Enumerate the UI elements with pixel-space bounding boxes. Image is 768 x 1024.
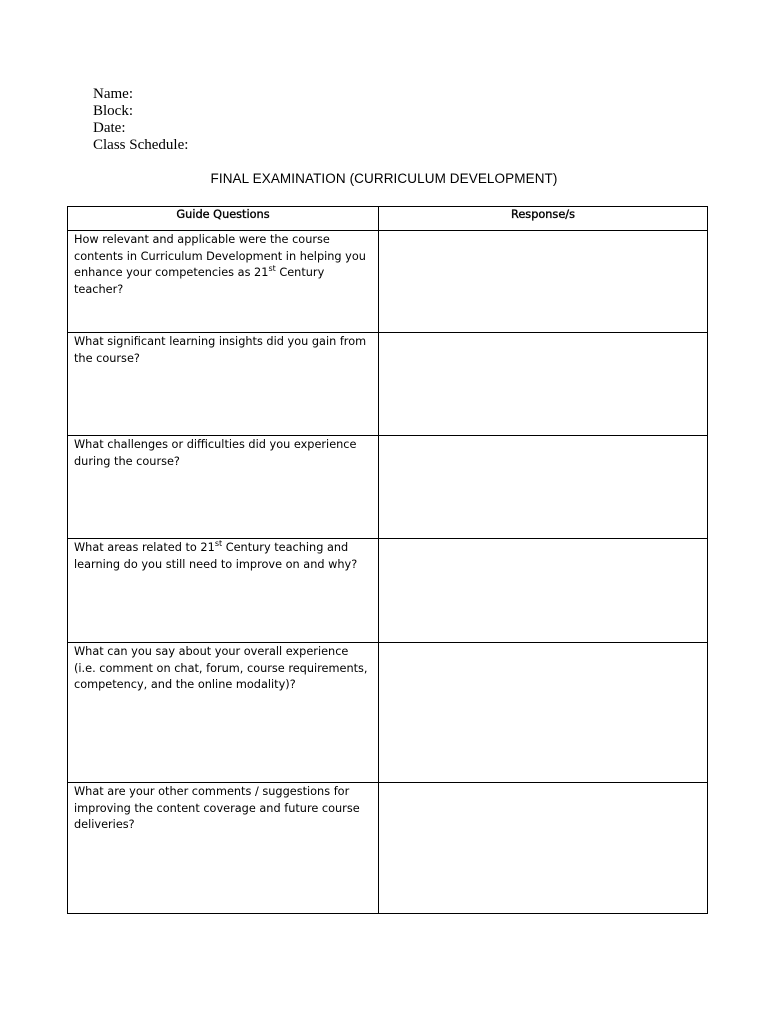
question-cell [68,231,379,333]
table-row [68,783,708,914]
question-cell: What are your other comments / suggestions for improving the content coverage and future course deliveries? [68,783,379,914]
table-row [68,231,708,333]
table-row [68,333,708,436]
exam-title: FINAL EXAMINATION (CURRICULUM DEVELOPMENT) [210,171,558,186]
question-text-post: Century teacher? [74,266,325,296]
responses-header: Response/s [379,207,708,231]
response-cell[interactable] [379,539,708,643]
question-cell: What challenges or difficulties did you experience during the course? [68,436,379,539]
question-text-pre: How relevant and applicable were the course contents in Curriculum Development in helping you enhance your competencies as 21 [74,233,366,279]
ordinal-suffix: st [268,264,276,274]
table-row [68,436,708,539]
response-cell[interactable] [379,231,708,333]
table-header-row [68,207,708,231]
name-label: Name: [93,86,133,102]
question-cell [68,539,379,643]
question-text-post: Century teaching and learning do you still need to improve on and why? [74,541,358,571]
block-label: Block: [93,103,133,119]
table-row [68,539,708,643]
date-label: Date: [93,120,126,136]
response-cell[interactable] [379,333,708,436]
table-row [68,643,708,783]
response-cell[interactable] [379,783,708,914]
question-text-pre: What areas related to 21 [74,541,215,554]
question-cell: What significant learning insights did you gain from the course? [68,333,379,436]
student-info-block [93,86,188,154]
response-cell[interactable] [379,643,708,783]
exam-table [67,206,708,914]
ordinal-suffix: st [214,539,223,549]
guide-questions-header: Guide Questions [68,207,379,231]
response-cell[interactable] [379,436,708,539]
question-cell: What can you say about your overall experience (i.e. comment on chat, forum, course requirements, competency, and the online modality)? [68,643,379,783]
class-schedule-label: Class Schedule: [93,137,189,153]
